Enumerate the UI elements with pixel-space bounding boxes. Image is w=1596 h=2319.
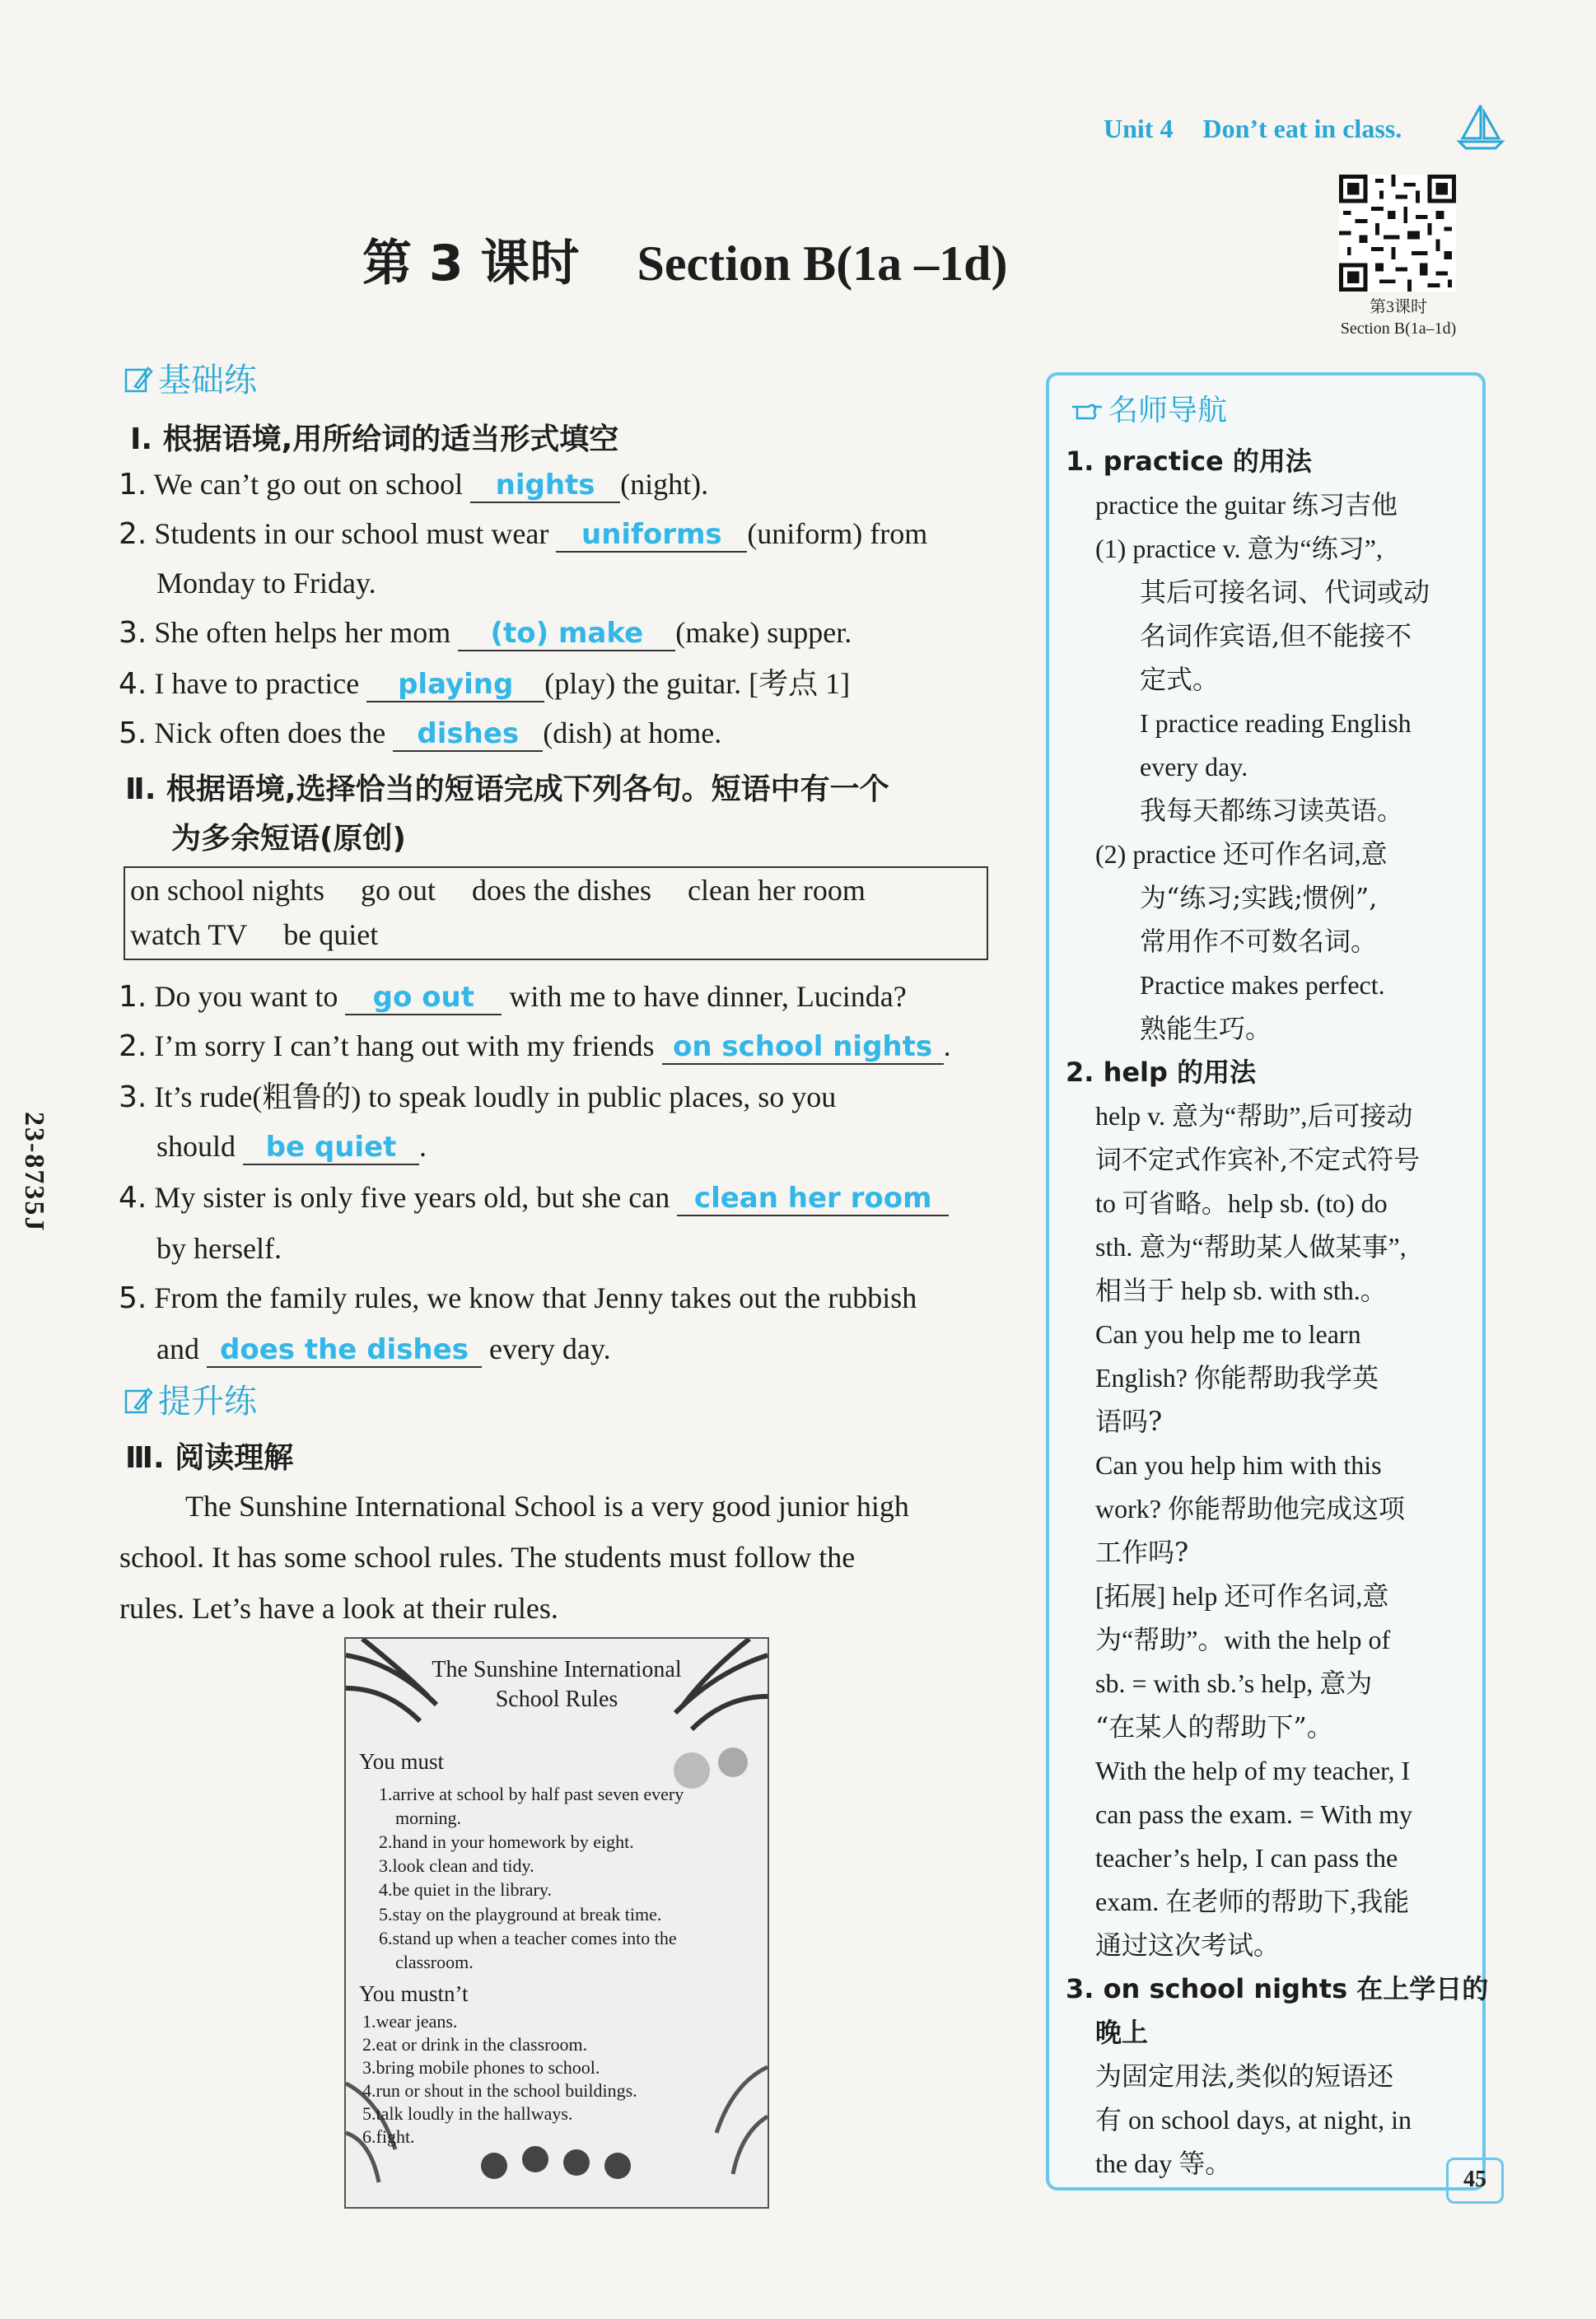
answer-blank: dishes <box>393 717 543 752</box>
rules-title-1: The Sunshine International <box>432 1657 682 1682</box>
answer-blank: does the dishes <box>207 1333 482 1368</box>
must-label: You must <box>359 1749 445 1774</box>
pencil-icon <box>124 1386 153 1416</box>
q2-4-cont: by herself. <box>156 1232 282 1265</box>
guide-line: 定式。 <box>1140 664 1220 695</box>
phrase: be quiet <box>283 918 379 951</box>
guide-line: sb. = with sb.’s help, 意为 <box>1095 1668 1373 1698</box>
guide-line: the day 等。 <box>1095 2149 1232 2178</box>
q1-4: 4. I have to practice playing (play) the guitar. [考点 1] <box>119 667 851 701</box>
page-number: 45 <box>1446 2158 1504 2204</box>
guide-line: 名词作宾语,但不能接不 <box>1140 620 1412 651</box>
guide-line: 常用作不可数名词。 <box>1140 926 1378 957</box>
section-advanced-heading <box>124 1375 257 1422</box>
phrase: on school nights <box>130 874 325 907</box>
pencil-icon <box>124 365 153 394</box>
phrase: watch TV <box>130 918 248 951</box>
guide-line: 3. on school nights 在上学日的 <box>1066 1973 1489 2004</box>
q2-1: 1. Do you want to go out with me to have dinner, Lucinda? <box>119 980 907 1014</box>
guide-line: help v. 意为“帮助”,后可接动 <box>1095 1101 1413 1131</box>
must-rule: classroom. <box>395 1952 474 1972</box>
unit-header <box>1104 114 1431 144</box>
must-rule: 5.stay on the playground at break time. <box>379 1904 662 1925</box>
must-rule: 1.arrive at school by half past seven every <box>379 1784 684 1804</box>
guide-title-label: 名师导航 <box>1108 394 1228 427</box>
guide-title <box>1071 387 1227 429</box>
answer-blank: playing <box>366 668 544 702</box>
qr-caption-lesson: 第3课时 <box>1370 298 1427 316</box>
answer-blank: (to) make <box>458 617 675 651</box>
unit-title: Don’t eat in class. <box>1202 114 1402 143</box>
part3-title: Ⅲ. 阅读理解 <box>125 1441 294 1475</box>
guide-line: I practice reading English <box>1140 708 1412 738</box>
must-rule: 2.hand in your homework by eight. <box>379 1831 634 1852</box>
mustnt-rule: 4.run or shout in the school buildings. <box>362 2080 637 2101</box>
qr-caption-section: Section B(1a–1d) <box>1340 320 1457 338</box>
guide-line: (2) practice 还可作名词,意 <box>1095 839 1388 869</box>
qr-code <box>1339 175 1456 292</box>
unit-label: Unit 4 <box>1104 114 1174 143</box>
section-advanced-label: 提升练 <box>158 1383 257 1421</box>
guide-line: 为“练习;实践;惯例”, <box>1140 882 1378 913</box>
q2-4: 4. My sister is only five years old, but she can clean her room <box>119 1179 949 1216</box>
guide-line: 相当于 help sb. with sth.。 <box>1095 1276 1387 1305</box>
mustnt-rule: 2.eat or drink in the classroom. <box>362 2034 588 2055</box>
guide-line: 工作吗? <box>1095 1537 1189 1568</box>
sailboat-icon <box>1456 102 1505 152</box>
phrase: clean her room <box>688 874 866 907</box>
q1-2-cont: Monday to Friday. <box>156 567 376 600</box>
guide-line: sth. 意为“帮助某人做某事”, <box>1095 1232 1407 1262</box>
q1-2: 2. Students in our school must wear uniforms (uniform) from <box>119 517 928 551</box>
must-rule: 4.be quiet in the library. <box>379 1879 552 1900</box>
guide-line: Can you help me to learn <box>1095 1319 1361 1349</box>
guide-line: (1) practice v. 意为“练习”, <box>1095 534 1383 563</box>
guide-line: 词不定式作宾补,不定式符号 <box>1095 1144 1421 1175</box>
lesson-title <box>362 224 1008 295</box>
part2-title-1: Ⅱ. 根据语境,选择恰当的短语完成下列各句。短语中有一个 <box>125 772 889 806</box>
phrase-box <box>124 866 988 960</box>
q2-5: 5. From the family rules, we know that Jenny takes out the rubbish <box>119 1281 917 1315</box>
guide-line: practice the guitar 练习吉他 <box>1095 490 1398 520</box>
q2-3-cont: should be quiet . <box>156 1130 427 1164</box>
section-basic-label: 基础练 <box>158 362 257 399</box>
q1-5: 5. Nick often does the dishes (dish) at home. <box>119 716 722 750</box>
q2-5-cont: and does the dishes every day. <box>156 1332 611 1366</box>
answer-blank: go out <box>345 981 502 1015</box>
guide-line: to 可省略。help sb. (to) do <box>1095 1188 1388 1218</box>
mustnt-label: You mustn’t <box>359 1981 469 2006</box>
answer-blank: nights <box>470 469 620 503</box>
guide-line: teacher’s help, I can pass the <box>1095 1843 1398 1873</box>
school-rules-image <box>344 1637 769 2209</box>
guide-line: 通过这次考试。 <box>1095 1929 1281 1961</box>
guide-line: English? 你能帮助我学英 <box>1095 1363 1379 1393</box>
guide-line: 熟能生巧。 <box>1140 1013 1272 1044</box>
guide-line: Practice makes perfect. <box>1140 970 1385 1000</box>
guide-line: 有 on school days, at night, in <box>1095 2105 1412 2135</box>
mustnt-rule: 3.bring mobile phones to school. <box>362 2057 600 2078</box>
guide-line: 我每天都练习读英语。 <box>1140 795 1404 826</box>
phrase-row-2 <box>125 912 987 957</box>
guide-line: 为“帮助”。with the help of <box>1095 1625 1391 1654</box>
guide-line: 语吗? <box>1095 1406 1163 1437</box>
reading-line-3: rules. Let’s have a look at their rules. <box>119 1592 558 1625</box>
guide-line: [拓展] help 还可作名词,意 <box>1095 1581 1389 1611</box>
side-code: 23-8735J <box>19 1112 49 1233</box>
must-rule: 3.look clean and tidy. <box>379 1855 534 1876</box>
guide-line: Can you help him with this <box>1095 1450 1382 1480</box>
guide-line: With the help of my teacher, I <box>1095 1756 1411 1785</box>
qr-caption <box>1318 296 1479 339</box>
rules-title-2: School Rules <box>495 1687 618 1712</box>
phrase-row-1 <box>125 868 987 912</box>
guide-line: work? 你能帮助他完成这项 <box>1095 1494 1405 1523</box>
guide-line: 2. help 的用法 <box>1066 1057 1257 1088</box>
answer-blank: be quiet <box>243 1131 419 1165</box>
q1-3: 3. She often helps her mom (to) make (make) supper. <box>119 616 852 650</box>
guide-line: can pass the exam. = With my <box>1095 1799 1412 1829</box>
mustnt-rule: 6.fight. <box>362 2126 415 2147</box>
guide-line: exam. 在老师的帮助下,我能 <box>1095 1887 1410 1916</box>
part1-title: Ⅰ. 根据语境,用所给词的适当形式填空 <box>130 422 619 456</box>
part2-title-2: 为多余短语(原创) <box>171 822 406 856</box>
section-basic-heading <box>124 354 257 401</box>
lesson-title-en: Section B(1a –1d) <box>637 236 1008 291</box>
lesson-title-cn: 第 3 课时 <box>362 235 580 292</box>
answer-blank: clean her room <box>677 1182 949 1216</box>
must-rule: morning. <box>395 1808 462 1828</box>
guide-line: 为固定用法,类似的短语还 <box>1095 2060 1394 2092</box>
guide-line: “在某人的帮助下”。 <box>1095 1711 1333 1743</box>
answer-blank: uniforms <box>556 518 747 553</box>
must-rule: 6.stand up when a teacher comes into the <box>379 1928 677 1948</box>
guide-line: every day. <box>1140 752 1248 782</box>
mustnt-rule: 1.wear jeans. <box>362 2011 458 2032</box>
q2-2: 2. I’m sorry I can’t hang out with my friends on school nights . <box>119 1029 951 1063</box>
guide-line: 1. practice 的用法 <box>1066 446 1312 477</box>
reading-line-2: school. It has some school rules. The students must follow the <box>119 1541 856 1574</box>
answer-blank: on school nights <box>662 1030 944 1065</box>
guide-line: 晚上 <box>1095 2017 1149 2048</box>
phrase: does the dishes <box>472 874 651 907</box>
q2-3: 3. It’s rude(粗鲁的) to speak loudly in public places, so you <box>119 1080 837 1114</box>
reading-line-1: The Sunshine International School is a very good junior high <box>185 1490 909 1523</box>
q1-1: 1. We can’t go out on school nights (night). <box>119 468 709 502</box>
pointing-hand-icon <box>1071 397 1104 422</box>
mustnt-rule: 5.talk loudly in the hallways. <box>362 2103 573 2124</box>
guide-line: 其后可接名词、代词或动 <box>1140 576 1430 608</box>
phrase: go out <box>361 874 436 907</box>
